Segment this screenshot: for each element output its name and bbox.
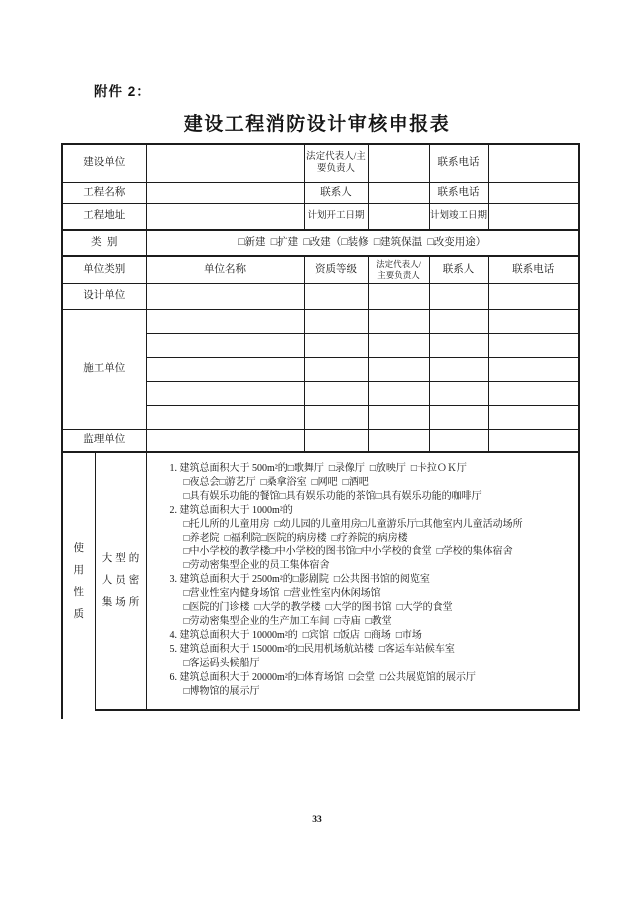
supervision-unit-phone-cell bbox=[488, 429, 579, 452]
legal-rep-header-line1: 法定代表人/ bbox=[376, 259, 421, 270]
category-options: □新建 □扩建 □改建（□装修 □建筑保温 □改变用途） bbox=[146, 230, 579, 256]
page-number: 33 bbox=[312, 815, 322, 825]
construction-unit-phone-cell bbox=[488, 333, 579, 357]
contact-header: 联系人 bbox=[429, 256, 488, 283]
design-unit-grade-cell bbox=[304, 283, 368, 309]
construction-unit-grade-cell bbox=[304, 405, 368, 429]
project-address-label: 工程地址 bbox=[62, 203, 146, 230]
supervision-unit-legal-cell bbox=[368, 429, 429, 452]
usage-line: 5. 建筑总面积大于 15000m²的□民用机场航站楼 □客运车站候车室 bbox=[169, 643, 455, 655]
usage-line: □养老院 □福利院□医院的病房楼 □疗养院的病房楼 bbox=[183, 532, 408, 544]
construction-unit-legal-cell bbox=[368, 357, 429, 381]
legal-rep-label bbox=[304, 144, 368, 182]
left-border-continuation bbox=[61, 710, 63, 719]
construction-unit-grade-cell bbox=[304, 357, 368, 381]
supervision-unit-grade-cell bbox=[304, 429, 368, 452]
attachment-label: 附件 2： bbox=[94, 84, 151, 99]
application-form-table bbox=[61, 143, 580, 711]
usage-line: □劳动密集型企业的生产加工车间 □寺庙 □教堂 bbox=[183, 615, 392, 627]
construction-unit-grade-cell bbox=[304, 333, 368, 357]
planned-end-date-value-cell bbox=[488, 203, 579, 230]
construction-unit-contact-cell bbox=[429, 309, 488, 333]
legal-rep-value-cell bbox=[368, 144, 429, 182]
construction-unit-phone-cell bbox=[488, 405, 579, 429]
builder-phone-label: 联系电话 bbox=[429, 144, 488, 182]
contact-person-value-cell bbox=[368, 182, 429, 203]
usage-line: □劳动密集型企业的员工集体宿舍 bbox=[183, 560, 330, 572]
project-name-label: 工程名称 bbox=[62, 182, 146, 203]
construction-unit-legal-cell bbox=[368, 309, 429, 333]
project-name-value-cell bbox=[146, 182, 304, 203]
supervision-unit-label: 监理单位 bbox=[62, 429, 146, 452]
builder-unit-value-cell bbox=[146, 144, 304, 182]
usage-line: □夜总会□游艺厅 □桑拿浴室 □网吧 □酒吧 bbox=[183, 476, 369, 488]
unit-name-header: 单位名称 bbox=[146, 256, 304, 283]
project-address-value-cell bbox=[146, 203, 304, 230]
usage-line: 2. 建筑总面积大于 1000m²的 bbox=[169, 504, 293, 516]
contact-person-label: 联系人 bbox=[304, 182, 368, 203]
category-label: 类 别 bbox=[62, 230, 146, 256]
legal-rep-label-line2: 要负责人 bbox=[316, 164, 355, 175]
phone-header: 联系电话 bbox=[488, 256, 579, 283]
construction-unit-grade-cell bbox=[304, 309, 368, 333]
construction-unit-name-cell bbox=[146, 357, 304, 381]
usage-line: 3. 建筑总面积大于 2500m²的□影剧院 □公共图书馆的阅览室 bbox=[169, 574, 430, 586]
design-unit-phone-cell bbox=[488, 283, 579, 309]
design-unit-name-cell bbox=[146, 283, 304, 309]
usage-line: □中小学校的教学楼□中小学校的图书馆□中小学校的食堂 □学校的集体宿舍 bbox=[183, 546, 513, 558]
legal-rep-label-line1: 法定代表人/主 bbox=[306, 152, 366, 163]
supervision-unit-contact-cell bbox=[429, 429, 488, 452]
usage-line: □托儿所的儿童用房 □幼儿园的儿童用房□儿童游乐厅□其他室内儿童活动场所 bbox=[183, 518, 523, 530]
construction-unit-phone-cell bbox=[488, 357, 579, 381]
legal-rep-header-line2: 主要负责人 bbox=[377, 269, 420, 280]
contact-phone-value-cell bbox=[488, 182, 579, 203]
usage-line: □营业性室内健身场馆 □营业性室内休闲场馆 bbox=[183, 588, 381, 600]
design-unit-label: 设计单位 bbox=[62, 283, 146, 309]
planned-end-date-label: 计划竣工日期 bbox=[429, 203, 488, 230]
construction-unit-name-cell bbox=[146, 405, 304, 429]
unit-type-header: 单位类别 bbox=[62, 256, 146, 283]
planned-start-date-value-cell bbox=[368, 203, 429, 230]
usage-line: □具有娱乐功能的餐馆□具有娱乐功能的茶馆□具有娱乐功能的咖啡厅 bbox=[183, 490, 482, 502]
construction-unit-legal-cell bbox=[368, 381, 429, 405]
supervision-unit-name-cell bbox=[146, 429, 304, 452]
builder-phone-value-cell bbox=[488, 144, 579, 182]
legal-rep-header bbox=[368, 256, 429, 283]
planned-start-date-label: 计划开工日期 bbox=[304, 203, 368, 230]
usage-nature-label: 使 用 性 质 bbox=[62, 452, 95, 710]
construction-unit-label: 施工单位 bbox=[62, 309, 146, 429]
construction-unit-contact-cell bbox=[429, 381, 488, 405]
construction-unit-name-cell bbox=[146, 381, 304, 405]
builder-unit-label: 建设单位 bbox=[62, 144, 146, 182]
contact-phone-label: 联系电话 bbox=[429, 182, 488, 203]
document-title: 建设工程消防设计审核申报表 bbox=[183, 114, 451, 135]
usage-line: □客运码头候船厅 bbox=[183, 657, 260, 669]
design-unit-contact-cell bbox=[429, 283, 488, 309]
construction-unit-phone-cell bbox=[488, 381, 579, 405]
construction-unit-contact-cell bbox=[429, 333, 488, 357]
construction-unit-legal-cell bbox=[368, 405, 429, 429]
construction-unit-name-cell bbox=[146, 333, 304, 357]
usage-line: 4. 建筑总面积大于 10000m²的 □宾馆 □饭店 □商场 □市场 bbox=[169, 629, 422, 641]
qualification-grade-header: 资质等级 bbox=[304, 256, 368, 283]
construction-unit-grade-cell bbox=[304, 381, 368, 405]
usage-line: □博物馆的展示厅 bbox=[183, 685, 260, 697]
construction-unit-contact-cell bbox=[429, 405, 488, 429]
usage-line: 6. 建筑总面积大于 20000m²的□体育场馆 □会堂 □公共展览馆的展示厅 bbox=[169, 671, 476, 683]
usage-content bbox=[146, 452, 579, 710]
usage-line: □医院的门诊楼 □大学的教学楼 □大学的图书馆 □大学的食堂 bbox=[183, 602, 453, 614]
design-unit-legal-cell bbox=[368, 283, 429, 309]
usage-line: 1. 建筑总面积大于 500m²的□歌舞厅 □录像厅 □放映厅 □卡拉ＯＫ厅 bbox=[169, 463, 467, 474]
construction-unit-legal-cell bbox=[368, 333, 429, 357]
large-crowded-venue-label: 大型的 人员密 集场所 bbox=[95, 452, 146, 710]
construction-unit-name-cell bbox=[146, 309, 304, 333]
construction-unit-contact-cell bbox=[429, 357, 488, 381]
construction-unit-phone-cell bbox=[488, 309, 579, 333]
